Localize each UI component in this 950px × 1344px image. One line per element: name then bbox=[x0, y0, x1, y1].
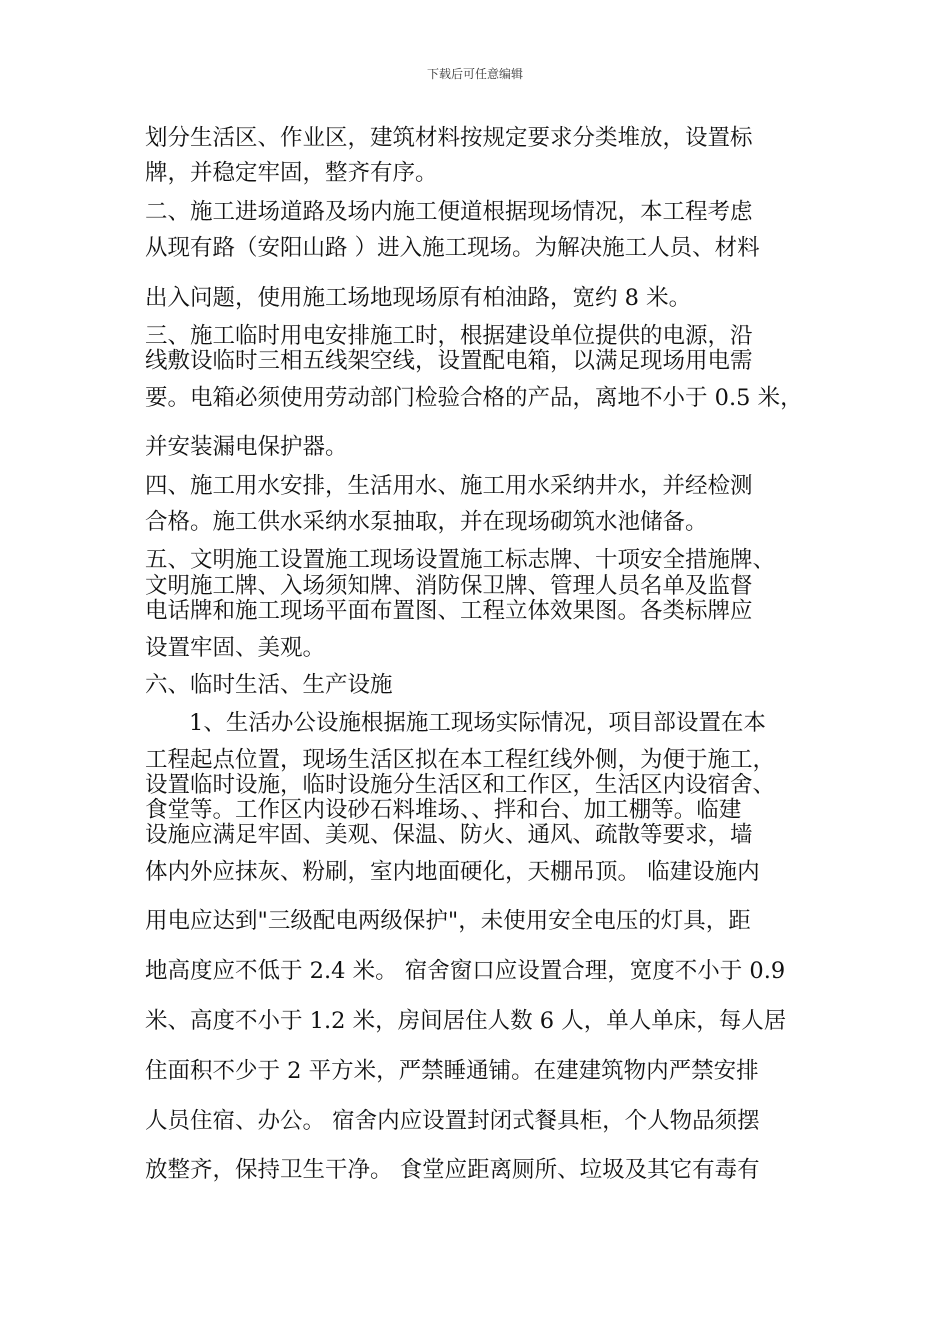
text-line: 设置牢固、美观。 bbox=[145, 635, 326, 661]
text-line: 并安装漏电保护器。 bbox=[145, 434, 348, 460]
text-line: 要。电箱必须使用劳动部门检验合格的产品，离地不小于 0.5 米， bbox=[145, 385, 803, 411]
text-line: 用电应达到"三级配电两级保护"，未使用安全电压的灯具，距 bbox=[145, 908, 751, 934]
text-line: 线敷设临时三相五线架空线，设置配电箱，以满足现场用电需 bbox=[145, 348, 753, 374]
text-line: 六、临时生活、生产设施 bbox=[145, 672, 393, 698]
text-line: 合格。施工供水采纳水泵抽取，并在现场砌筑水池储备。 bbox=[145, 509, 708, 535]
text-line: 食堂等。工作区内设砂石料堆场、、拌和台、加工棚等。临建 bbox=[145, 797, 742, 823]
text-line: 米、高度不小于 1.2 米，房间居住人数 6 人，单人单床，每人居 bbox=[145, 1008, 787, 1034]
text-line: 出入问题，使用施工场地现场原有柏油路，宽约 8 米。 bbox=[145, 285, 692, 311]
text-line: 文明施工牌、入场须知牌、消防保卫牌、管理人员名单及监督 bbox=[145, 573, 753, 599]
text-line: 设施应满足牢固、美观、保温、防火、通风、疏散等要求，墙 bbox=[145, 822, 753, 848]
text-line: 电话牌和施工现场平面布置图、工程立体效果图。各类标牌应 bbox=[145, 598, 753, 624]
text-line: 人员住宿、办公。 宿舍内应设置封闭式餐具柜，个人物品须摆 bbox=[145, 1108, 760, 1134]
text-line: 放整齐，保持卫生干净。 食堂应距离厕所、垃圾及其它有毒有 bbox=[145, 1157, 760, 1183]
text-line: 从现有路（安阳山路 ）进入施工现场。为解决施工人员、材料 bbox=[145, 235, 760, 261]
text-line: 二、施工进场道路及场内施工便道根据现场情况，本工程考虑 bbox=[145, 199, 753, 225]
text-line: 设置临时设施，临时设施分生活区和工作区，生活区内设宿舍、 bbox=[145, 772, 776, 798]
text-line: 住面积不少于 2 平方米，严禁睡通铺。在建建筑物内严禁安排 bbox=[145, 1058, 759, 1084]
text-line: 地高度应不低于 2.4 米。 宿舍窗口应设置合理，宽度不小于 0.9 bbox=[145, 958, 786, 984]
text-line: 划分生活区、作业区，建筑材料按规定要求分类堆放，设置标 bbox=[145, 125, 753, 151]
text-line: 工程起点位置，现场生活区拟在本工程红线外侧，为便于施工， bbox=[145, 747, 776, 773]
text-line: 五、文明施工设置施工现场设置施工标志牌、十项安全措施牌、 bbox=[145, 547, 776, 573]
text-line: 四、施工用水安排，生活用水、施工用水采纳井水，并经检测 bbox=[145, 473, 753, 499]
text-line: 三、施工临时用电安排施工时，根据建设单位提供的电源，沿 bbox=[145, 323, 753, 349]
text-line: 体内外应抹灰、粉刷，室内地面硬化，天棚吊顶。 临建设施内 bbox=[145, 859, 760, 885]
page-header: 下载后可任意编辑 bbox=[426, 67, 523, 81]
text-line: 1、生活办公设施根据施工现场实际情况，项目部设置在本 bbox=[189, 710, 766, 736]
text-line: 牌，并稳定牢固，整齐有序。 bbox=[145, 160, 438, 186]
